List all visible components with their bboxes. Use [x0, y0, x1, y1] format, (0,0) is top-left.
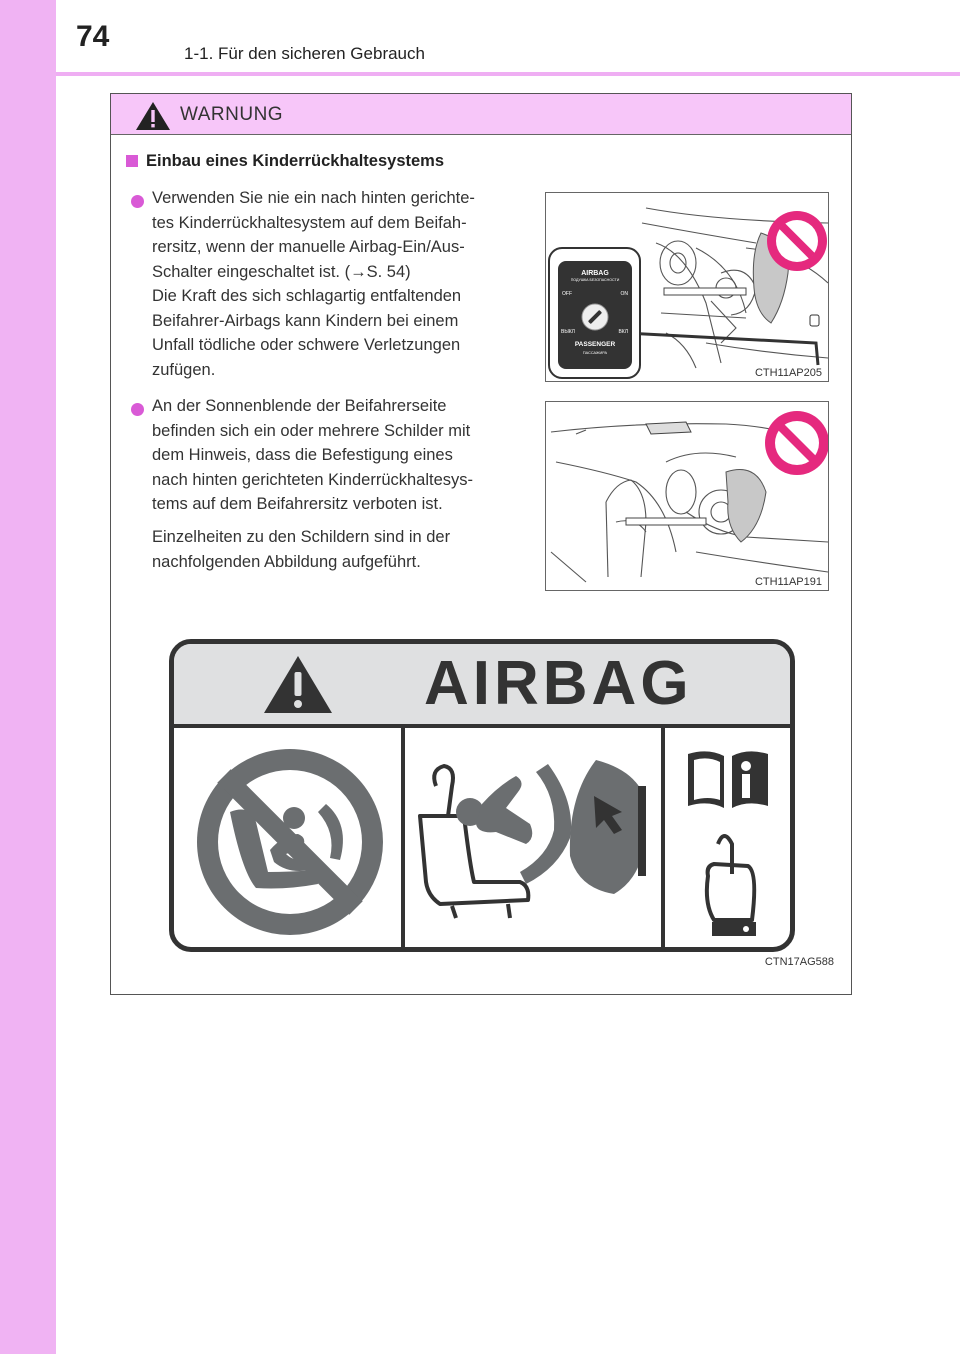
text-line: tems auf dem Beifahrersitz verboten ist. [152, 495, 443, 513]
switch-title-ru: ПОДУШКА БЕЗОПАСНОСТИ [570, 278, 620, 282]
switch-title: AIRBAG [581, 270, 609, 277]
warning-header [111, 94, 851, 135]
figure-code: CTH11AP191 [754, 576, 822, 588]
label-divider [661, 724, 665, 952]
text-line: zufügen. [152, 360, 216, 379]
chapter-side-tab [0, 0, 56, 1354]
bullet1-paragraph-b [152, 284, 521, 382]
chapter-title: 1-1. Für den sicheren Gebrauch [184, 44, 425, 63]
round-bullet-icon [131, 195, 144, 208]
text-line: Einzelheiten zu den Schildern sind in der [152, 528, 451, 546]
read-manual-info-icon [678, 744, 778, 952]
text-line: Unfall tödliche oder schwere Verletzungen [152, 336, 461, 354]
warning-label: WARNUNG [180, 104, 284, 125]
text-line: nach hinten gerichteten Kinderrückhaltesys- [152, 470, 474, 489]
text-line: An der Sonnenblende der Beifahrerseite [152, 397, 447, 415]
switch-passenger-ru-label: ПАССАЖИРА [582, 351, 608, 355]
text-line: tes Kinderrückhaltesystem auf dem Beifah- [152, 213, 467, 232]
text-line: Schalter eingeschaltet ist. (→S. 54) [152, 262, 411, 281]
text-line: nachfolgenden Abbildung aufgeführt. [152, 552, 421, 571]
label-title: AIRBAG [424, 649, 693, 718]
figure-airbag-switch [545, 192, 829, 382]
switch-off-label: OFF [562, 291, 572, 297]
figure-code: CTH11AP205 [754, 367, 822, 379]
airbag-switch-plate [558, 261, 632, 369]
label-divider [401, 724, 405, 952]
round-bullet-icon [131, 403, 144, 416]
page-number: 74 [76, 20, 110, 53]
warning-box [110, 93, 852, 995]
text-line: rersitz, wenn der manuelle Airbag-Ein/Aus- [152, 238, 465, 256]
text-line: Die Kraft des sich schlagartig entfaltenden [152, 287, 462, 305]
switch-on-ru-label: ВКЛ [618, 329, 628, 335]
warning-triangle-icon [262, 653, 334, 715]
no-rear-facing-child-seat-icon [190, 742, 390, 942]
airbag-impact-illustration [408, 756, 658, 926]
bullet1-paragraph-a [152, 186, 521, 284]
key-slot-icon [580, 302, 610, 332]
airbag-warning-label [169, 639, 795, 952]
car-interior-sunvisor-illustration [546, 402, 829, 591]
airbag-switch-panel [548, 247, 641, 379]
header-rule [56, 72, 960, 76]
warning-triangle-icon [135, 101, 171, 131]
label-figure-code: CTN17AG588 [764, 956, 834, 968]
bullet2-paragraph-b [152, 525, 521, 574]
square-bullet-icon [126, 155, 138, 167]
bullet2-paragraph-a [152, 394, 521, 517]
text-line: Verwenden Sie nie ein nach hinten gerichte- [152, 189, 475, 207]
figure-sunvisor [545, 401, 829, 591]
section-title [126, 152, 444, 171]
label-header [174, 644, 790, 728]
switch-off-ru-label: ВЫКЛ [561, 329, 575, 335]
switch-on-label: ON [620, 291, 628, 297]
text-line: dem Hinweis, dass die Befestigung eines [152, 446, 453, 464]
text-line: Beifahrer-Airbags kann Kindern bei einem [152, 311, 459, 330]
switch-passenger-label: PASSENGER [574, 341, 616, 348]
section-title-text: Einbau eines Kinderrückhaltesystems [146, 152, 445, 170]
text-line: befinden sich ein oder mehrere Schilder mit [152, 421, 471, 440]
